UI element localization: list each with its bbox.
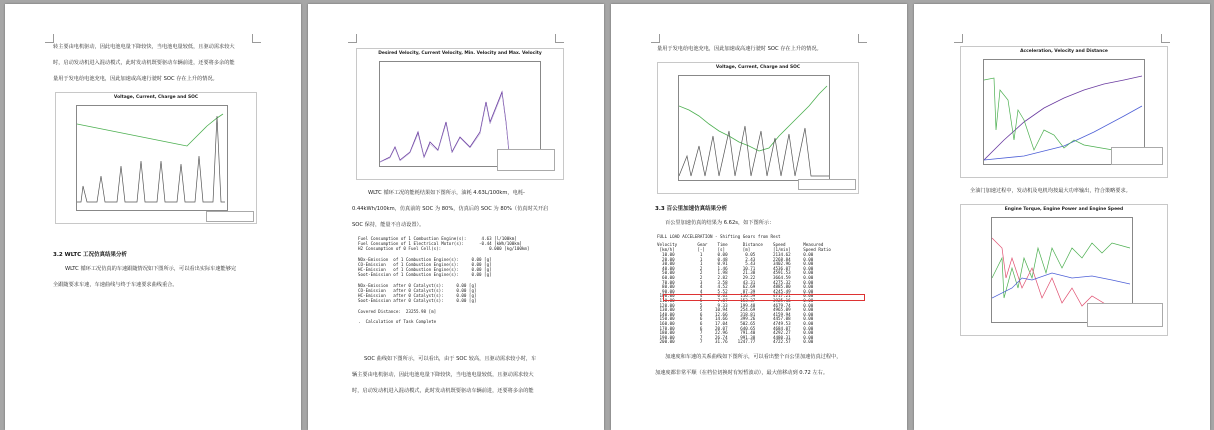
page-corner-mark: [45, 34, 54, 43]
table-row: 80.00 4 4.52 62.69 4885.80 0.00: [657, 284, 814, 290]
soc-chart: [55, 92, 257, 224]
page-corner-mark: [252, 34, 261, 43]
page-corner-mark: [348, 34, 357, 43]
paragraph-line: 加速度都非常平顺（在档位切换时有短暂波动），最大值移动到 0.72 左右。: [655, 370, 829, 376]
console-line: Soot-Emission after 0 Catalyst(s): 0.00 [g]: [358, 298, 477, 304]
current-series-line: [77, 116, 225, 202]
table-row: 70.00 3 3.58 43.31 4275.32 0.00: [657, 279, 814, 285]
console-line: HC-Emission after 0 Catalyst(s): 0.00 [g]: [358, 293, 477, 299]
paragraph-line: 百公里加速仿真的结果为 6.62s，如下图所示：: [665, 220, 775, 226]
page-corner-mark: [1161, 34, 1170, 43]
section-heading: 3.3 百公里加速仿真结果分析: [655, 206, 728, 212]
soc-series-line: [77, 114, 223, 146]
paragraph-line: 辆主要由电机驱动，因此电池电量下降较快，当电池电量较低，且驱动需求较大: [352, 372, 534, 378]
chart-legend: [1087, 303, 1163, 327]
velocity-series-line: [380, 94, 510, 162]
paragraph-line: 时，启动发动机进入混动模式，此时发动机既要驱动车辆前进，还要将多余的能: [352, 388, 534, 394]
console-line: H2 Consumption of 0 Fuel Cell(s): 0.000 [kg/100km]: [358, 246, 530, 252]
highlight-box: [663, 294, 865, 301]
acceleration-series-line: [984, 78, 1142, 155]
table-row: 150.00 6 14.66 399.26 4457.08 0.00: [657, 316, 814, 322]
console-line: CO-Emission after 0 Catalyst(s): 0.00 [g]: [358, 288, 477, 294]
chart-legend: [798, 179, 856, 190]
paragraph-line: 转主要由电机驱动，因此电池电量下降较快，当电池电量较低，且驱动需求较大: [53, 44, 235, 50]
table-row: 190.00 7 26.74 991.38 4480.31 0.00: [657, 334, 814, 340]
soc-chart-svg: [77, 106, 227, 210]
plot-area: [678, 75, 830, 181]
chart-title: Voltage, Current, Charge and SOC: [113, 95, 199, 100]
console-output: [358, 236, 529, 324]
document-page-2: [308, 4, 604, 430]
table-row: 180.00 7 22.96 791.40 4292.27 0.00: [657, 330, 814, 336]
paragraph-line: WLTC 循环工况仿真的车速跟随情况如下图所示，可以看出实际车速能够完: [65, 266, 237, 272]
chart-legend: [497, 149, 555, 171]
page-corner-mark: [651, 34, 660, 43]
page-corner-mark: [954, 34, 963, 43]
chart-title: Engine Torque, Engine Power and Engine Speed: [1004, 207, 1124, 212]
acceleration-chart: [960, 46, 1168, 178]
table-row: 30.00 1 0.91 5.43 3402.96 0.00: [657, 261, 814, 267]
soc-chart-svg: [679, 76, 829, 180]
current-series-line: [679, 126, 829, 176]
paragraph-line: 加速度和车速的关系曲线如下图所示，可以看出整个百公里加速仿真过程中，: [665, 354, 842, 360]
console-line: Soot-Emission of 1 Combustion Engine(s): 0.00 [g]: [358, 272, 492, 278]
paragraph-line: SOC 保持，能量不自动设置）。: [352, 222, 425, 228]
console-line: CO-Emission of 1 Combustion Engine(s): 0.00 [g]: [358, 262, 492, 268]
soc-chart: [657, 62, 859, 194]
paragraph-line: WLTC 循环工况的能耗结果如下图所示，油耗 4.63L/100km，电耗-: [368, 190, 525, 196]
chart-legend: [206, 211, 254, 222]
table-header: Velocity Gear Time Distance Speed Measured [km/h] [-] [s] [m] [1/min] Speed Ratio: [657, 242, 831, 253]
table-row: 120.00 5 9.33 199.48 4679.74 0.00: [657, 302, 814, 308]
table-row: 110.00 5 7.87 153.37 3925.16 0.00: [657, 297, 814, 303]
chart-title: Desired Velocity, Current Velocity, Min. Velocity and Max. Velocity: [378, 51, 542, 56]
document-page-4: [914, 4, 1210, 430]
console-line: HC-Emission of 1 Combustion Engine(s): 0.00 [g]: [358, 267, 492, 273]
document-page-3: [611, 4, 907, 430]
console-line: NOx-Emission of 1 Combustion Engine(s): 0.00 [g]: [358, 256, 492, 262]
table-row: 20.00 1 0.48 2.43 2268.84 0.00: [657, 256, 814, 262]
page-corner-mark: [858, 34, 867, 43]
engine-chart: [960, 204, 1168, 336]
table-row: 200.00 7 31.76 1247.77 4722.57 0.00: [657, 339, 814, 345]
paragraph-line: 全跟随要求车速，车速曲线与终于车速要求曲线重合。: [53, 282, 178, 288]
table-row: 170.00 6 20.07 640.65 4684.07 0.00: [657, 325, 814, 331]
table-row: 140.00 6 12.66 318.81 4159.94 0.00: [657, 311, 814, 317]
paragraph-line: 量用于发电给电池充电，因此加速或高速行驶时 SOC 存在上升的情况。: [53, 76, 218, 82]
engine-power-series-line: [992, 273, 1130, 298]
table-row: 130.00 5 10.94 254.69 4965.09 0.00: [657, 307, 814, 313]
soc-series-line: [679, 86, 827, 151]
document-page-1: [5, 4, 301, 430]
chart-legend: [1111, 147, 1163, 165]
chart-title: Acceleration, Velocity and Distance: [1020, 49, 1108, 54]
table-row: 40.00 2 1.46 10.71 4536.07 0.00: [657, 265, 814, 271]
table-row: 50.00 2 1.98 21.38 4591.53 0.00: [657, 270, 814, 276]
table-row: 90.00 4 5.52 87.39 4245.49 0.00: [657, 288, 814, 294]
console-line: Fuel Consumption of 1 Combustion Engine(s): 4.63 [l/100km]: [358, 236, 517, 241]
console-line: Fuel Consumption of 1 Electrical Motor(s): -0.44 [kWh/100km]: [358, 241, 522, 247]
chart-title: Voltage, Current, Charge and SOC: [715, 65, 801, 70]
console-line: NOx-Emission after 0 Catalyst(s): 0.00 [g]: [358, 282, 477, 288]
paragraph-line: SOC 曲线如下图所示，可以看出，由于 SOC 较高，且驱动需求较小时，车: [364, 356, 537, 362]
plot-area: [76, 105, 228, 211]
console-line: . Calculation of Task Complete: [358, 319, 437, 325]
velocity-chart: [356, 48, 564, 180]
console-line: Covered Distance: 23255.98 [m]: [358, 308, 437, 314]
table-row: 10.00 1 0.00 0.05 2134.62 0.00: [657, 252, 814, 257]
table-row: 60.00 2 2.82 29.22 3664.59 0.00: [657, 274, 814, 280]
paragraph-line: 时，启动发动机进入混动模式，此时发动机既要驱动车辆前进，还要将多余的能: [53, 60, 235, 66]
table-row: 100.00 4 6.62 116.59 4717.21 0.00: [657, 293, 814, 299]
engine-speed-series-line: [992, 243, 1130, 298]
paragraph-line: 量用于发电给电池充电，因此加速或高速行驶时 SOC 存在上升的情况。: [657, 46, 822, 52]
section-heading: 3.2 WLTC 工况仿真结果分析: [53, 252, 128, 258]
table-row: 160.00 6 17.04 502.65 4749.53 0.00: [657, 320, 814, 326]
table-title: FULL LOAD ACCELERATION - Shifting Gears from Rest: [657, 234, 781, 239]
paragraph-line: 0.44kWh/100km，仿真前的 SOC 为 80%，仿真后的 SOC 为 80%（仿真时关开启: [352, 206, 549, 212]
page-corner-mark: [555, 34, 564, 43]
paragraph-line: 全油门加速过程中，发动机及电机均按最大功率输出，符合策略要求。: [970, 188, 1131, 194]
